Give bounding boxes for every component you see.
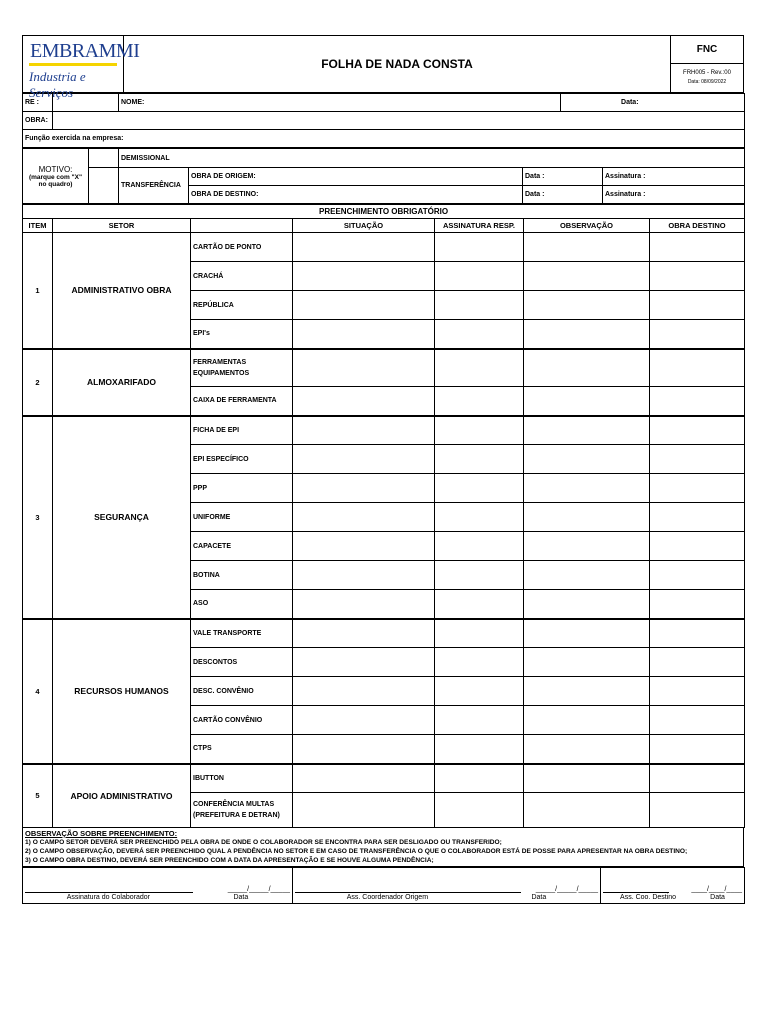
assinatura-cell[interactable] [435, 677, 524, 706]
assinatura-cell[interactable] [435, 706, 524, 735]
obra-destino-label: OBRA DE DESTINO: [189, 186, 523, 204]
situacao-cell[interactable] [293, 474, 435, 503]
observacao-cell[interactable] [524, 349, 650, 387]
observacao-line-1: 1) O CAMPO SETOR DEVERÁ SER PREENCHIDO PELA OBRA DE ONDE O COLABORADOR SE ENCONTRA PARA SER DESLIGADO OU TRANSFERIDO; [25, 839, 502, 846]
observacao-cell[interactable] [524, 735, 650, 764]
assinatura-cell[interactable] [435, 416, 524, 445]
coord-origem-data-label: Data [531, 894, 547, 901]
colaborador-signature[interactable] [23, 868, 293, 904]
situacao-cell[interactable] [293, 445, 435, 474]
sector-item-number: 2 [23, 349, 53, 416]
assinatura-cell[interactable] [435, 532, 524, 561]
sector-task: BOTINA [191, 561, 293, 590]
obra-destino-cell[interactable] [650, 735, 745, 764]
motivo-label: MOTIVO: [38, 164, 73, 174]
sector-task: CRACHÁ [191, 262, 293, 291]
signature-table [22, 867, 745, 904]
sector-task: VALE TRANSPORTE [191, 619, 293, 648]
observacao-cell[interactable] [524, 706, 650, 735]
observacao-title: OBSERVAÇÃO SOBRE PREENCHIMENTO: [25, 829, 178, 838]
origem-assinatura-label: Assinatura : [603, 168, 745, 186]
origem-data-label: Data : [523, 168, 603, 186]
situacao-cell[interactable] [293, 648, 435, 677]
section-title: PREENCHIMENTO OBRIGATÓRIO [23, 205, 745, 219]
data-field[interactable] [641, 94, 745, 112]
obra-destino-cell[interactable] [650, 233, 745, 262]
colaborador-date-blank: _____/_____/_____ [227, 886, 290, 893]
col-situacao: SITUAÇÃO [293, 219, 435, 233]
observacao-cell[interactable] [524, 619, 650, 648]
obra-destino-cell[interactable] [650, 320, 745, 349]
colaborador-sign-line [25, 880, 193, 893]
obra-destino-cell[interactable] [650, 503, 745, 532]
obra-origem-label: OBRA DE ORIGEM: [189, 168, 523, 186]
obra-destino-cell[interactable] [650, 706, 745, 735]
nome-label: NOME: [119, 94, 561, 112]
info-table [22, 93, 745, 148]
situacao-cell[interactable] [293, 532, 435, 561]
assinatura-cell[interactable] [435, 474, 524, 503]
assinatura-cell[interactable] [435, 561, 524, 590]
sector-name: SEGURANÇA [53, 416, 191, 619]
obra-destino-cell[interactable] [650, 349, 745, 387]
situacao-cell[interactable] [293, 793, 435, 828]
logo-name: EMBRAMMI [30, 40, 140, 62]
table-row [23, 233, 745, 262]
coo-destino-date-blank: ____/____/____ [691, 886, 742, 893]
colaborador-label: Assinatura do Colaborador [66, 894, 150, 901]
obra-destino-cell[interactable] [650, 474, 745, 503]
motivo-hint: (marque com "X" no quadro) [28, 173, 83, 188]
logo-subtitle: Industria e Serviços [29, 69, 86, 100]
colaborador-data-label: Data [233, 894, 249, 901]
motivo-cell [23, 149, 89, 204]
situacao-cell[interactable] [293, 706, 435, 735]
assinatura-cell[interactable] [435, 764, 524, 793]
col-obra-destino: OBRA DESTINO [650, 219, 745, 233]
form-code-box [670, 36, 743, 92]
observacao-cell[interactable] [524, 677, 650, 706]
logo-bar [29, 63, 117, 66]
situacao-cell[interactable] [293, 619, 435, 648]
table-row [23, 349, 745, 387]
sector-task: DESC. CONVÊNIO [191, 677, 293, 706]
obra-destino-cell[interactable] [650, 619, 745, 648]
col-item: ITEM [23, 219, 53, 233]
observacao-cell[interactable] [524, 793, 650, 828]
nada-consta-form [22, 35, 744, 904]
situacao-cell[interactable] [293, 735, 435, 764]
situacao-cell[interactable] [293, 320, 435, 349]
assinatura-cell[interactable] [435, 349, 524, 387]
observacao-cell[interactable] [524, 764, 650, 793]
situacao-cell[interactable] [293, 503, 435, 532]
assinatura-cell[interactable] [435, 291, 524, 320]
table-row [23, 764, 745, 793]
situacao-cell[interactable] [293, 233, 435, 262]
observacao-cell[interactable] [524, 590, 650, 619]
situacao-cell[interactable] [293, 764, 435, 793]
table-row [23, 416, 745, 445]
obra-label: OBRA: [23, 112, 53, 130]
sector-task: CARTÃO DE PONTO [191, 233, 293, 262]
obra-destino-cell[interactable] [650, 590, 745, 619]
sector-task: ASO [191, 590, 293, 619]
assinatura-cell[interactable] [435, 387, 524, 416]
assinatura-cell[interactable] [435, 590, 524, 619]
sector-item-number: 4 [23, 619, 53, 764]
demissional-checkbox[interactable] [89, 149, 119, 168]
obra-destino-cell[interactable] [650, 677, 745, 706]
form-header [22, 35, 744, 100]
data-label: Data: [561, 94, 641, 112]
coo-destino-data-label: Data [710, 894, 725, 901]
sector-task: CAIXA DE FERRAMENTA [191, 387, 293, 416]
col-observacao: OBSERVAÇÃO [524, 219, 650, 233]
coo-destino-label: Ass. Coo. Destino [620, 894, 677, 901]
sector-task: REPÚBLICA [191, 291, 293, 320]
form-revision: FRH005 - Rev.:00 [683, 70, 731, 76]
assinatura-cell[interactable] [435, 320, 524, 349]
observacao-cell[interactable] [524, 291, 650, 320]
sector-task: FICHA DE EPI [191, 416, 293, 445]
sector-name: RECURSOS HUMANOS [53, 619, 191, 764]
table-row [23, 619, 745, 648]
destino-assinatura-label: Assinatura : [603, 186, 745, 204]
sector-task: DESCONTOS [191, 648, 293, 677]
situacao-cell[interactable] [293, 262, 435, 291]
funcao-label: Função exercida na empresa: [23, 130, 745, 148]
observacao-line-3: 3) O CAMPO OBRA DESTINO, DEVERÁ SER PREENCHIDO COM A DATA DA APRESENTAÇÃO E SE HOUVE ALGUMA PENDÊNCIA; [25, 857, 434, 864]
assinatura-cell[interactable] [435, 233, 524, 262]
obra-destino-cell[interactable] [650, 561, 745, 590]
sector-name: ADMINISTRATIVO OBRA [53, 233, 191, 349]
transferencia-checkbox[interactable] [89, 168, 119, 204]
assinatura-cell[interactable] [435, 445, 524, 474]
sector-item-number: 5 [23, 764, 53, 828]
sector-task: PPP [191, 474, 293, 503]
assinatura-cell[interactable] [435, 648, 524, 677]
demissional-label: DEMISSIONAL [119, 149, 745, 168]
sector-name: APOIO ADMINISTRATIVO [53, 764, 191, 828]
situacao-cell[interactable] [293, 387, 435, 416]
obra-destino-cell[interactable] [650, 648, 745, 677]
col-assinatura: ASSINATURA RESP. [435, 219, 524, 233]
obra-destino-cell[interactable] [650, 291, 745, 320]
obra-destino-cell[interactable] [650, 262, 745, 291]
sector-task: IBUTTON [191, 764, 293, 793]
observacao-cell[interactable] [524, 416, 650, 445]
assinatura-cell[interactable] [435, 503, 524, 532]
sector-name: ALMOXARIFADO [53, 349, 191, 416]
situacao-cell[interactable] [293, 349, 435, 387]
assinatura-cell[interactable] [435, 262, 524, 291]
situacao-cell[interactable] [293, 590, 435, 619]
obra-destino-cell[interactable] [650, 532, 745, 561]
coord-origem-sign-line [295, 880, 521, 893]
destino-data-label: Data : [523, 186, 603, 204]
sector-item-number: 3 [23, 416, 53, 619]
obra-destino-cell[interactable] [650, 764, 745, 793]
observacao-cell[interactable] [524, 532, 650, 561]
sector-task: CONFERÊNCIA MULTAS (PREFEITURA E DETRAN) [191, 793, 293, 828]
coo-destino-sign-line [603, 880, 669, 893]
sector-table [22, 204, 745, 828]
observacao-line-2: 2) O CAMPO OBSERVAÇÃO, DEVERÁ SER PREENCHIDO QUAL A PENDÊNCIA NO SETOR E EM CASO DE TRANSFERÊNCIA O QUE O COLABORADOR ESTÁ DE POSSE PARA APRESENTAR NA OBRA DESTINO; [25, 848, 688, 855]
assinatura-cell[interactable] [435, 735, 524, 764]
assinatura-cell[interactable] [435, 793, 524, 828]
header-row [23, 219, 745, 233]
sector-task: CAPACETE [191, 532, 293, 561]
form-code: FNC [671, 36, 743, 64]
sector-task: EPI ESPECÍFICO [191, 445, 293, 474]
coord-origem-date-blank: _____/_____/_____ [535, 886, 598, 893]
observacao-cell[interactable] [524, 503, 650, 532]
obra-destino-cell[interactable] [650, 387, 745, 416]
obra-destino-cell[interactable] [650, 445, 745, 474]
sector-task: CTPS [191, 735, 293, 764]
observacao-cell[interactable] [524, 262, 650, 291]
observacao-cell[interactable] [524, 387, 650, 416]
company-logo [23, 36, 140, 100]
sector-task: UNIFORME [191, 503, 293, 532]
sector-item-number: 1 [23, 233, 53, 349]
obra-destino-cell[interactable] [650, 416, 745, 445]
sector-task: CARTÃO CONVÊNIO [191, 706, 293, 735]
observacao-cell[interactable] [524, 561, 650, 590]
situacao-cell[interactable] [293, 291, 435, 320]
coord-origem-signature[interactable] [293, 868, 601, 904]
situacao-cell[interactable] [293, 416, 435, 445]
sector-task: FERRAMENTAS EQUIPAMENTOS [191, 349, 293, 387]
assinatura-cell[interactable] [435, 619, 524, 648]
sector-task: EPI's [191, 320, 293, 349]
form-date: Data: 08/09/2022 [687, 79, 727, 85]
observacao-cell[interactable] [524, 445, 650, 474]
situacao-cell[interactable] [293, 561, 435, 590]
obra-destino-cell[interactable] [650, 793, 745, 828]
coord-origem-label: Ass. Coordenador Origem [346, 894, 429, 901]
obra-field[interactable] [53, 112, 745, 130]
observacao-cell[interactable] [524, 648, 650, 677]
form-title: FOLHA DE NADA CONSTA [321, 57, 473, 71]
coo-destino-signature[interactable] [601, 868, 745, 904]
col-setor: SETOR [53, 219, 191, 233]
observacao-cell[interactable] [524, 320, 650, 349]
motivo-table [22, 148, 745, 204]
observacao-cell[interactable] [524, 233, 650, 262]
situacao-cell[interactable] [293, 677, 435, 706]
transferencia-label: TRANSFERÊNCIA [119, 168, 189, 204]
observacao-box [22, 828, 744, 867]
col-blank [191, 219, 293, 233]
re-label: RE : [23, 94, 53, 112]
observacao-cell[interactable] [524, 474, 650, 503]
